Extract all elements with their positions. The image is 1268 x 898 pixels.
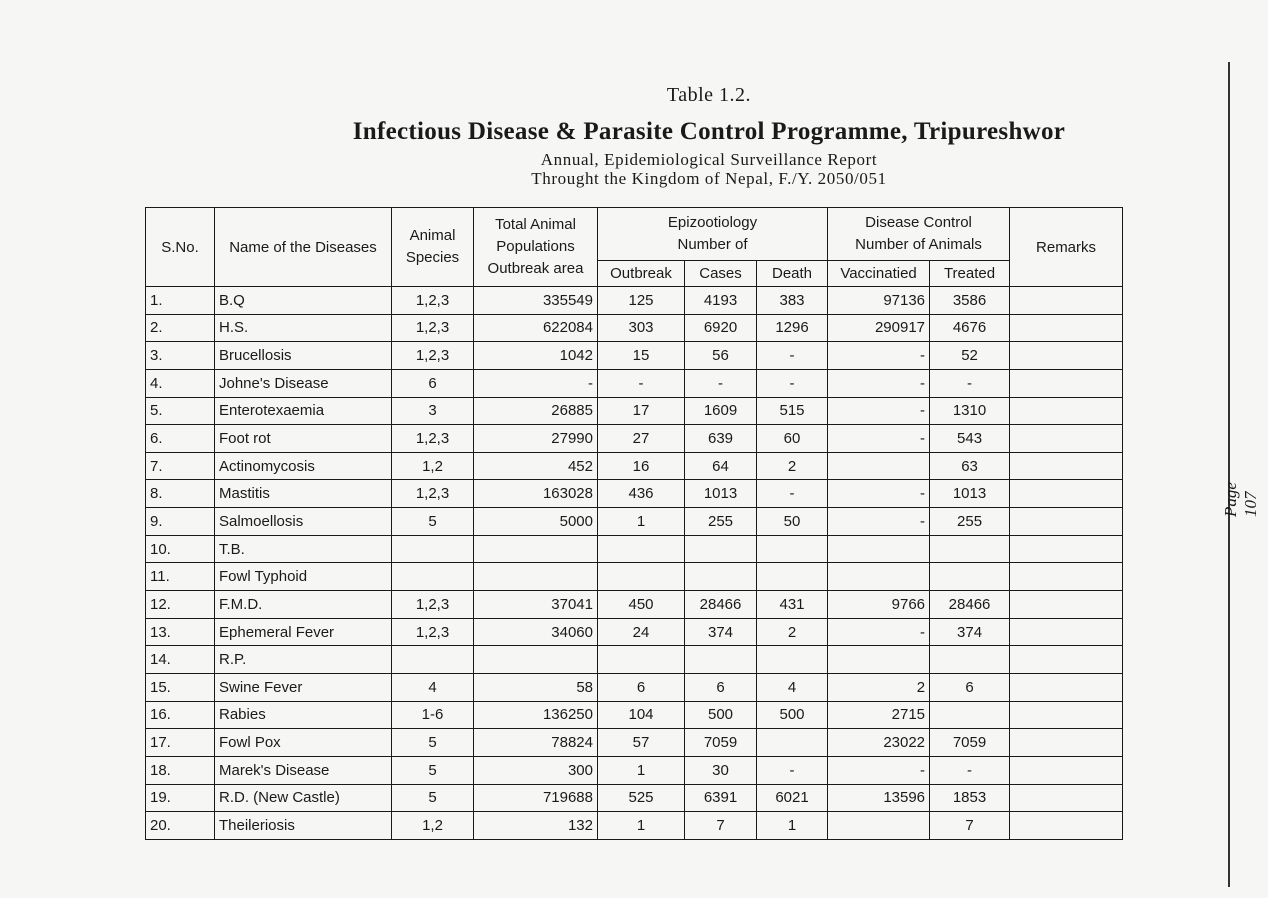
cell-treated: 543 <box>930 425 1010 453</box>
table-row <box>146 591 1123 619</box>
table-row <box>146 563 1123 591</box>
cell-species: 1,2,3 <box>392 480 474 508</box>
cell-sno: 1. <box>146 287 215 315</box>
cell-population: 622084 <box>474 314 598 342</box>
cell-death: - <box>757 480 828 508</box>
cell-sno: 7. <box>146 452 215 480</box>
cell-vaccinated: 13596 <box>828 784 930 812</box>
cell-cases: 639 <box>685 425 757 453</box>
col-header-disease: Name of the Diseases <box>215 208 392 287</box>
cell-remarks <box>1010 701 1123 729</box>
cell-vaccinated: 2 <box>828 673 930 701</box>
cell-treated <box>930 563 1010 591</box>
table-row <box>146 729 1123 757</box>
cell-population: - <box>474 369 598 397</box>
cell-species: 5 <box>392 508 474 536</box>
cell-sno: 5. <box>146 397 215 425</box>
cell-vaccinated <box>828 535 930 563</box>
cell-remarks <box>1010 646 1123 674</box>
cell-vaccinated: 97136 <box>828 287 930 315</box>
cell-population: 300 <box>474 756 598 784</box>
cell-disease-name: F.M.D. <box>215 591 392 619</box>
col-header-population-line1: Total Animal <box>495 216 576 234</box>
cell-remarks <box>1010 784 1123 812</box>
cell-remarks <box>1010 591 1123 619</box>
cell-remarks <box>1010 452 1123 480</box>
cell-cases: 1609 <box>685 397 757 425</box>
cell-population: 136250 <box>474 701 598 729</box>
table-row <box>146 287 1123 315</box>
table-row <box>146 701 1123 729</box>
col-header-treated: Treated <box>930 261 1010 287</box>
cell-remarks <box>1010 535 1123 563</box>
table-row <box>146 342 1123 370</box>
cell-sno: 3. <box>146 342 215 370</box>
cell-outbreak: 436 <box>598 480 685 508</box>
cell-population: 1042 <box>474 342 598 370</box>
cell-treated: 1853 <box>930 784 1010 812</box>
cell-sno: 17. <box>146 729 215 757</box>
cell-vaccinated <box>828 812 930 840</box>
cell-sno: 12. <box>146 591 215 619</box>
cell-sno: 18. <box>146 756 215 784</box>
cell-sno: 9. <box>146 508 215 536</box>
cell-outbreak: 15 <box>598 342 685 370</box>
cell-population: 58 <box>474 673 598 701</box>
table-row <box>146 646 1123 674</box>
cell-death: 1 <box>757 812 828 840</box>
cell-cases: - <box>685 369 757 397</box>
col-header-vaccinated: Vaccinatied <box>828 261 930 287</box>
cell-death: 1296 <box>757 314 828 342</box>
cell-death: - <box>757 756 828 784</box>
cell-remarks <box>1010 314 1123 342</box>
cell-species: 5 <box>392 756 474 784</box>
document-subtitle: Annual, Epidemiological Surveillance Report <box>540 150 878 169</box>
cell-vaccinated <box>828 646 930 674</box>
cell-disease-name: Marek's Disease <box>215 756 392 784</box>
cell-cases: 374 <box>685 618 757 646</box>
cell-sno: 14. <box>146 646 215 674</box>
col-group-epizootiology <box>598 208 828 261</box>
col-group-epizootiology-line1: Epizootiology <box>667 214 758 232</box>
cell-death: 4 <box>757 673 828 701</box>
cell-species: 1,2,3 <box>392 591 474 619</box>
cell-cases <box>685 646 757 674</box>
table-header <box>146 208 1123 287</box>
table-row <box>146 508 1123 536</box>
cell-remarks <box>1010 729 1123 757</box>
cell-species: 5 <box>392 729 474 757</box>
col-header-outbreak: Outbreak <box>598 261 685 287</box>
cell-disease-name: Enterotexaemia <box>215 397 392 425</box>
cell-treated: - <box>930 756 1010 784</box>
cell-species: 5 <box>392 784 474 812</box>
col-header-population <box>474 208 598 287</box>
cell-population: 452 <box>474 452 598 480</box>
table-row <box>146 369 1123 397</box>
cell-remarks <box>1010 508 1123 536</box>
cell-treated: 1310 <box>930 397 1010 425</box>
cell-death: - <box>757 369 828 397</box>
cell-disease-name: H.S. <box>215 314 392 342</box>
cell-vaccinated: - <box>828 480 930 508</box>
cell-treated: 4676 <box>930 314 1010 342</box>
cell-sno: 6. <box>146 425 215 453</box>
cell-cases <box>685 535 757 563</box>
cell-cases: 56 <box>685 342 757 370</box>
cell-outbreak <box>598 563 685 591</box>
cell-population: 719688 <box>474 784 598 812</box>
document-title: Infectious Disease & Parasite Control Programme, Tripureshwor <box>352 118 1066 145</box>
cell-vaccinated <box>828 452 930 480</box>
cell-remarks <box>1010 756 1123 784</box>
cell-outbreak: 125 <box>598 287 685 315</box>
table-row <box>146 480 1123 508</box>
cell-disease-name: Actinomycosis <box>215 452 392 480</box>
cell-outbreak: 24 <box>598 618 685 646</box>
cell-death: 50 <box>757 508 828 536</box>
table-number: Table 1.2. <box>666 84 752 106</box>
cell-cases: 6391 <box>685 784 757 812</box>
cell-death: 515 <box>757 397 828 425</box>
cell-disease-name: Ephemeral Fever <box>215 618 392 646</box>
cell-treated: 1013 <box>930 480 1010 508</box>
cell-species: 1,2 <box>392 812 474 840</box>
table-row <box>146 314 1123 342</box>
cell-sno: 15. <box>146 673 215 701</box>
cell-treated: 28466 <box>930 591 1010 619</box>
cell-sno: 11. <box>146 563 215 591</box>
cell-treated <box>930 646 1010 674</box>
cell-remarks <box>1010 618 1123 646</box>
cell-treated: 255 <box>930 508 1010 536</box>
cell-vaccinated: - <box>828 397 930 425</box>
cell-treated <box>930 701 1010 729</box>
cell-vaccinated: - <box>828 756 930 784</box>
cell-vaccinated: 290917 <box>828 314 930 342</box>
table-row <box>146 756 1123 784</box>
cell-death <box>757 563 828 591</box>
cell-cases: 7 <box>685 812 757 840</box>
cell-species: 1,2,3 <box>392 287 474 315</box>
cell-population <box>474 563 598 591</box>
cell-species <box>392 535 474 563</box>
cell-outbreak: 303 <box>598 314 685 342</box>
table-row <box>146 397 1123 425</box>
cell-death: 431 <box>757 591 828 619</box>
cell-death: 6021 <box>757 784 828 812</box>
cell-outbreak: 450 <box>598 591 685 619</box>
cell-treated: - <box>930 369 1010 397</box>
cell-population: 27990 <box>474 425 598 453</box>
table-row <box>146 618 1123 646</box>
cell-outbreak: 1 <box>598 756 685 784</box>
cell-disease-name: B.Q <box>215 287 392 315</box>
col-header-population-line3: Outbreak area <box>487 259 584 277</box>
cell-disease-name: Fowl Pox <box>215 729 392 757</box>
cell-disease-name: Salmoellosis <box>215 508 392 536</box>
col-group-disease-control-line1: Disease Control <box>865 214 972 232</box>
col-header-remarks: Remarks <box>1010 208 1123 287</box>
surveillance-table <box>145 207 1123 840</box>
table-row <box>146 535 1123 563</box>
cell-remarks <box>1010 397 1123 425</box>
cell-population: 5000 <box>474 508 598 536</box>
cell-vaccinated: 9766 <box>828 591 930 619</box>
cell-sno: 16. <box>146 701 215 729</box>
col-header-death: Death <box>757 261 828 287</box>
cell-treated: 7059 <box>930 729 1010 757</box>
cell-population <box>474 535 598 563</box>
cell-disease-name: R.P. <box>215 646 392 674</box>
cell-cases: 30 <box>685 756 757 784</box>
cell-remarks <box>1010 563 1123 591</box>
cell-species: 1-6 <box>392 701 474 729</box>
cell-cases <box>685 563 757 591</box>
cell-remarks <box>1010 673 1123 701</box>
cell-outbreak: 57 <box>598 729 685 757</box>
cell-species: 1,2,3 <box>392 425 474 453</box>
cell-outbreak: 16 <box>598 452 685 480</box>
col-group-epizootiology-line2: Number of <box>677 236 748 253</box>
cell-outbreak: 525 <box>598 784 685 812</box>
cell-outbreak <box>598 535 685 563</box>
cell-outbreak <box>598 646 685 674</box>
cell-remarks <box>1010 425 1123 453</box>
cell-treated: 6 <box>930 673 1010 701</box>
document-subtitle-period: Throught the Kingdom of Nepal, F./Y. 2050/051 <box>531 169 887 188</box>
col-header-sno: S.No. <box>146 208 215 287</box>
cell-vaccinated: 23022 <box>828 729 930 757</box>
cell-population: 163028 <box>474 480 598 508</box>
cell-population: 335549 <box>474 287 598 315</box>
cell-sno: 4. <box>146 369 215 397</box>
cell-death <box>757 646 828 674</box>
cell-cases: 6 <box>685 673 757 701</box>
cell-species <box>392 563 474 591</box>
cell-disease-name: Foot rot <box>215 425 392 453</box>
cell-treated: 63 <box>930 452 1010 480</box>
cell-species: 1,2,3 <box>392 342 474 370</box>
cell-species: 4 <box>392 673 474 701</box>
table-row <box>146 812 1123 840</box>
cell-sno: 19. <box>146 784 215 812</box>
cell-remarks <box>1010 480 1123 508</box>
cell-disease-name: Theileriosis <box>215 812 392 840</box>
cell-species: 1,2 <box>392 452 474 480</box>
cell-vaccinated: 2715 <box>828 701 930 729</box>
cell-outbreak: 104 <box>598 701 685 729</box>
cell-outbreak: 1 <box>598 812 685 840</box>
cell-vaccinated: - <box>828 618 930 646</box>
cell-population <box>474 646 598 674</box>
table-row <box>146 673 1123 701</box>
cell-death: 500 <box>757 701 828 729</box>
cell-treated: 3586 <box>930 287 1010 315</box>
cell-cases: 64 <box>685 452 757 480</box>
cell-population: 26885 <box>474 397 598 425</box>
cell-death <box>757 729 828 757</box>
cell-disease-name: Rabies <box>215 701 392 729</box>
cell-remarks <box>1010 812 1123 840</box>
cell-sno: 13. <box>146 618 215 646</box>
page-number: Page 107 <box>1221 482 1260 517</box>
cell-disease-name: Swine Fever <box>215 673 392 701</box>
cell-remarks <box>1010 342 1123 370</box>
cell-species: 1,2,3 <box>392 618 474 646</box>
cell-species: 1,2,3 <box>392 314 474 342</box>
cell-disease-name: Johne's Disease <box>215 369 392 397</box>
cell-death: 2 <box>757 452 828 480</box>
cell-population: 34060 <box>474 618 598 646</box>
cell-death <box>757 535 828 563</box>
table-row <box>146 452 1123 480</box>
cell-species <box>392 646 474 674</box>
table-row <box>146 425 1123 453</box>
cell-species: 3 <box>392 397 474 425</box>
cell-treated: 52 <box>930 342 1010 370</box>
cell-death: 60 <box>757 425 828 453</box>
cell-disease-name: Fowl Typhoid <box>215 563 392 591</box>
cell-treated: 7 <box>930 812 1010 840</box>
cell-cases: 28466 <box>685 591 757 619</box>
cell-vaccinated: - <box>828 342 930 370</box>
cell-species: 6 <box>392 369 474 397</box>
cell-death: 2 <box>757 618 828 646</box>
cell-outbreak: 6 <box>598 673 685 701</box>
col-group-disease-control <box>828 208 1010 261</box>
cell-vaccinated <box>828 563 930 591</box>
cell-outbreak: 1 <box>598 508 685 536</box>
cell-death: - <box>757 342 828 370</box>
col-header-species-line1: Animal <box>409 227 456 245</box>
cell-treated: 374 <box>930 618 1010 646</box>
col-header-population-line2: Populations <box>496 238 575 256</box>
col-header-species-line2: Species <box>405 249 460 266</box>
cell-vaccinated: - <box>828 425 930 453</box>
col-group-disease-control-line2: Number of Animals <box>855 236 982 253</box>
cell-outbreak: 17 <box>598 397 685 425</box>
cell-cases: 7059 <box>685 729 757 757</box>
table-row <box>146 784 1123 812</box>
cell-cases: 255 <box>685 508 757 536</box>
cell-outbreak: - <box>598 369 685 397</box>
cell-vaccinated: - <box>828 369 930 397</box>
cell-population: 78824 <box>474 729 598 757</box>
cell-sno: 20. <box>146 812 215 840</box>
cell-remarks <box>1010 369 1123 397</box>
cell-disease-name: Mastitis <box>215 480 392 508</box>
cell-disease-name: Brucellosis <box>215 342 392 370</box>
cell-population: 132 <box>474 812 598 840</box>
cell-sno: 10. <box>146 535 215 563</box>
cell-sno: 8. <box>146 480 215 508</box>
col-header-cases: Cases <box>685 261 757 287</box>
cell-cases: 4193 <box>685 287 757 315</box>
cell-disease-name: T.B. <box>215 535 392 563</box>
cell-outbreak: 27 <box>598 425 685 453</box>
cell-remarks <box>1010 287 1123 315</box>
cell-vaccinated: - <box>828 508 930 536</box>
cell-cases: 6920 <box>685 314 757 342</box>
cell-sno: 2. <box>146 314 215 342</box>
table-body <box>146 287 1123 840</box>
cell-cases: 500 <box>685 701 757 729</box>
cell-treated <box>930 535 1010 563</box>
col-header-species <box>392 208 474 287</box>
cell-cases: 1013 <box>685 480 757 508</box>
cell-disease-name: R.D. (New Castle) <box>215 784 392 812</box>
cell-death: 383 <box>757 287 828 315</box>
cell-population: 37041 <box>474 591 598 619</box>
